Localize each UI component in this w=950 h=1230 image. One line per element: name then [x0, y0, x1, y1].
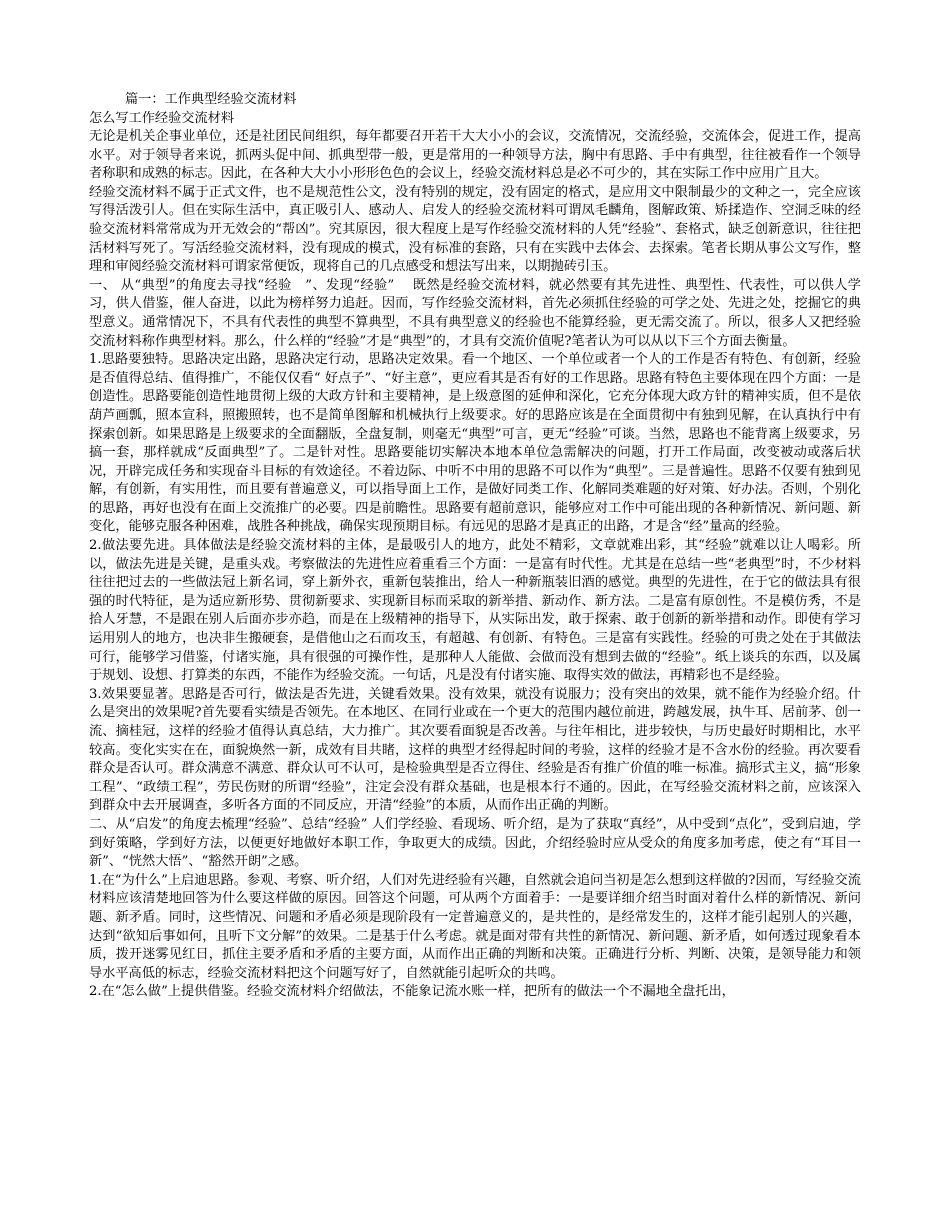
document-subtitle: 怎么写工作经验交流材料	[89, 111, 235, 126]
document-page	[89, 91, 861, 1002]
paragraph-point-effects: 3.效果要显著。思路是否可行，做法是否先进，关键看效果。没有效果，就没有说服力；没有突出的效果，就不能作为经验介绍。什么是突出的效果呢?首先要看实绩是否领先。在本地区、在同行业或在一个更大的范围内越位前进，跨越发展，执牛耳、居前茅、创一流、摘桂冠，这样的经验才值得认真总结，大力推广。其次要看面貌是否改善。与往年相比，进步较快，与历史最好时期相比，水平较高。变化实实在在，面貌焕然一新，成效有目共睹，这样的典型才经得起时间的考验，这样的经验才是不含水份的经验。再次要看群众是否认可。群众满意不满意、群众认可不认可，是检验典型是否立得住、经验是否有推广价值的唯一标准。搞形式主义，搞“形象工程”、“政绩工程”，劳民伤财的所谓“经验”，注定会没有群众基础，也是根本行不通的。因此，在写经验交流材料之前，应该深入到群众中去开展调查，多听各方面的不同反应，开清“经验”的本质，从而作出正确的判断。	[89, 686, 861, 814]
paragraph-section-one: 一、 从“典型”的角度去寻找“经验 ”、发现“经验” 既然是经验交流材料，就必然要有其先进性、典型性、代表性，可以供人学习，供人借鉴，催人奋进，以此为榜样努力追赶。因而，写作经验交流材料，首先必须抓住经验的可学之处、先进之处，挖掘它的典型意义。通常情况下，不具有代表性的典型不算典型，不具有典型意义的经验也不能算经验，更无需交流了。所以，很多人又把经验交流材料称作典型材料。那么，什么样的“经验”才是“典型”的，才具有交流价值呢?笔者认为可以从以下三个方面去衡量。	[89, 277, 861, 349]
paragraph-intro: 无论是机关企事业单位，还是社团民间组织，每年都要召开若干大大小小的会议，交流情况，交流经验，交流体会，促进工作，提高水平。对于领导者来说，抓两头促中间、抓典型带一般，更是常用的一种领导方法，胸中有思路、手中有典型，往往被看作一个领导者称职和成熟的标志。因此，在各种大大小小形形色色的会议上，经验交流材料总是必不可少的，其在实际工作中应用广且大。	[89, 129, 861, 182]
paragraph-section-two: 二、从“启发”的角度去梳理“经验”、总结“经验” 人们学经验、看现场、听介绍，是为了获取“真经”，从中受到“点化”，受到启迪，学到好策略，学到好方法，以便更好地做好本职工作，争取更大的成绩。因此，介绍经验时应从受众的角度多加考虑，使之有“耳目一新”、“恍然大悟”、“豁然开朗”之感。	[89, 816, 861, 870]
paragraph-background: 经验交流材料不属于正式文件，也不是规范性公文，没有特别的规定，没有固定的格式，是应用文中限制最少的文种之一，完全应该写得活泼引人。但在实际生活中，真正吸引人、感动人、启发人的经验交流材料可谓凤毛麟角，图解政策、矫揉造作、空洞乏味的经验交流材料常常成为开无效会的“帮凶”。究其原因，很大程度上是写作经验交流材料的人凭“经验”、套格式，缺乏创新意识，往往把活材料写死了。写活经验交流材料，没有现成的模式，没有标准的套路，只有在实践中去体会、去探索。笔者长期从事公文写作，整理和审阅经验交流材料可谓家常便饭，现将自己的几点感受和想法写出来，以期抛砖引玉。	[89, 184, 861, 275]
document-title: 篇一：工作典型经验交流材料	[125, 92, 297, 107]
paragraph-point-methods: 2.做法要先进。具体做法是经验交流材料的主体，是最吸引人的地方，此处不精彩，文章就难出彩，其“经验”就难以让人喝彩。所以，做法先进是关键，是重头戏。考察做法的先进性应着重看三个方面：一是富有时代性。尤其是在总结一些“老典型”时，不少材料往往把过去的一些做法冠上新名词，穿上新外衣，重新包装推出，给人一种新瓶装旧酒的感觉。典型的先进性，在于它的做法具有很强的时代特征，是为适应新形势、贯彻新要求、实现新目标而采取的新举措、新动作、新方法。二是富有原创性。不是模仿秀，不是拾人牙慧，不是跟在别人后面亦步亦趋，而是在上级精神的指导下，从实际出发，敢于探索、敢于创新的新举措和动作。即使有学习运用别人的地方，也决非生搬硬套，是借他山之石而攻玉，有超越、有创新、有特色。三是富有实践性。经验的可贵之处在于其做法可行，能够学习借鉴，付诸实施，具有很强的可操作性，是那种人人能做、会做而没有想到去做的“经验”。纸上谈兵的东西，以及属于规划、设想、打算类的东西，不能作为经验交流。一句话，凡是没有付诸实施、取得实效的做法，再精彩也不是经验。	[89, 538, 861, 684]
paragraph-point-thinking: 1.思路要独特。思路决定出路，思路决定行动，思路决定效果。看一个地区、一个单位或者一个人的工作是否有特色、有创新，经验是否值得总结、值得推广，不能仅仅看“ 好点子”、“好主意”，更应看其是否有好的工作思路。思路有特色主要体现在四个方面：一是创造性。思路要能创造性地贯彻上级的大政方针和主要精神，是上级意图的延伸和深化，它充分体现大政方针的精神实质，但不是依葫芦画瓢，照本宣科，照搬照转，也不是简单图解和机械执行上级要求。好的思路应该是在全面贯彻中有独到见解，在认真执行中有探索创新。如果思路是上级要求的全面翻版，全盘复制，则毫无“典型”可言，更无“经验”可谈。当然，思路也不能背离上级要求，另搞一套，那样就成“反面典型”了。二是针对性。思路要能切实解决本地本单位急需解决的问题，打开工作局面，改变被动或落后状况，开辟完成任务和实现奋斗目标的有效途径。不着边际、中听不中用的思路不可以作为“典型”。三是普遍性。思路不仅要有独到见解，有创新，有实用性，而且要有普遍意义，可以指导面上工作，是做好同类工作、化解同类难题的好对策、好办法。否则，个别化的思路，再好也没有在面上交流推广的必要。四是前瞻性。思路要有超前意识，能够应对工作中可能出现的各种新情况、新问题、新变化，能够克服各种困难，战胜各种挑战，确保实现预期目标。有远见的思路才是真正的出路，才是含“经”量高的经验。	[89, 352, 861, 535]
paragraph-point-why: 1.在“为什么”上启迪思路。参观、考察、听介绍，人们对先进经验有兴趣，自然就会追问当初是怎么想到这样做的?因而，写经验交流材料应该清楚地回答为什么要这样做的原因。回答这个问题，可从两个方面着手：一是要详细介绍当时面对着什么样的新情况、新问题、新矛盾。同时，这些情况、问题和矛盾必须是现阶段有一定普遍意义的，是共性的，是经常发生的，这样才能引起别人的兴趣，达到“欲知后事如何，且听下文分解”的效果。二是基于什么考虑。就是面对带有共性的新情况、新问题、新矛盾，如何透过现象看本质，拨开迷雾见红日，抓住主要矛盾和矛盾的主要方面，从而作出正确的判断和决策。正确进行分析、判断、决策，是领导能力和领导水平高低的标志，经验交流材料把这个问题写好了，自然就能引起听众的共鸣。	[89, 872, 861, 981]
paragraph-point-how: 2.在“怎么做”上提供借鉴。经验交流材料介绍做法，不能象记流水账一样，把所有的做法一个不漏地全盘托出，	[89, 984, 735, 1000]
